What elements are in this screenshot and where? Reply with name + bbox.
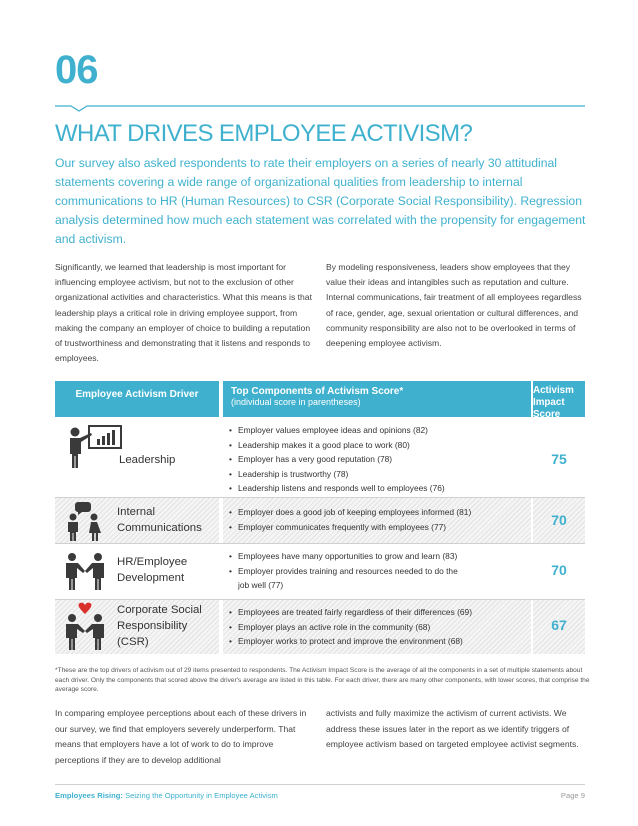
list-item-continuation: job well (77) — [238, 580, 284, 590]
score-cell — [533, 544, 585, 599]
footer-title-rest: Seizing the Opportunity in Employee Activism — [122, 791, 278, 800]
table-footnote: *These are the top drivers of activism out of 29 items presented to respondents. The Activism Impact Score is the average of all the components in a set of multiple statements about each driver. Only the components that scored above the driver's average are listed in this table. For each driver, there are many other components, with lower scores, that comprise the average score. — [55, 667, 590, 694]
table-row — [55, 600, 585, 654]
components-cell — [223, 600, 531, 654]
driver-label-line: Development — [117, 572, 185, 584]
presenter-chart-icon — [63, 425, 125, 469]
header-components-subtitle: (individual score in parentheses) — [231, 397, 361, 407]
driver-label-line: (CSR) — [117, 636, 149, 648]
table-row — [55, 544, 585, 599]
header-impact-line1: Activism — [533, 385, 574, 396]
impact-score: 70 — [551, 562, 567, 578]
list-item: • Employer works to protect and improve the environment (68) — [229, 634, 472, 649]
page-number: Page 9 — [560, 791, 585, 800]
driver-cell — [55, 600, 219, 654]
table-header — [55, 381, 585, 420]
list-item: • Employees have many opportunities to grow and learn (83) — [229, 549, 458, 564]
driver-label-line: Corporate Social — [117, 604, 202, 616]
components-cell — [223, 544, 531, 599]
list-item: • Leadership is trustworthy (78) — [229, 467, 445, 482]
bottom-column-right: activists and fully maximize the activism of current activists. We address these issues later in the report as we identify triggers of employee activism based on targeted employee activist segments. — [326, 708, 579, 750]
header-components — [223, 381, 531, 417]
driver-label-leadership: Leadership — [119, 454, 176, 466]
heart-hands-icon — [63, 602, 107, 650]
driver-label-line: Communications — [117, 522, 202, 534]
driver-cell — [55, 419, 219, 497]
footer-title — [55, 791, 278, 800]
people-holding-hands-icon — [63, 553, 107, 591]
driver-label-csr — [117, 602, 202, 650]
list-item: • Employer provides training and resources needed to do the — [229, 564, 458, 579]
table-row — [55, 498, 585, 543]
impact-score: 67 — [551, 617, 567, 633]
components-cell — [223, 498, 531, 543]
header-impact — [533, 381, 585, 420]
impact-score: 75 — [551, 451, 567, 467]
score-cell — [533, 498, 585, 543]
header-components-title: Top Components of Activism Score* — [231, 386, 404, 397]
components-list — [229, 549, 458, 593]
list-item: • Employer has a very good reputation (78) — [229, 452, 445, 467]
components-cell — [223, 419, 531, 497]
impact-score: 70 — [551, 512, 567, 528]
components-list — [229, 423, 445, 496]
list-item: • Employer values employee ideas and opinions (82) — [229, 423, 445, 438]
page-headline: WHAT DRIVES EMPLOYEE ACTIVISM? — [55, 120, 473, 147]
bottom-column-left: In comparing employee perceptions about each of these drivers in our survey, we find that employers severely underperform. That means that employers have a lot of work to do to improve perceptions if they are to develop additional — [55, 708, 307, 765]
score-cell — [533, 600, 585, 654]
list-item: • Employer plays an active role in the community (68) — [229, 620, 472, 635]
driver-label-hr-employee-development — [117, 554, 187, 586]
body-column-left: Significantly, we learned that leadership is most important for influencing employee activism, but not to the exclusion of other organizational activities and characteristics. What this means is that leadership plays a critical role in driving employee support, from making the company an employer of choice to building a reputation of trustworthiness and demonstrating that it listens and responds to employees. — [55, 262, 312, 364]
people-talking-icon — [65, 501, 105, 541]
driver-cell — [55, 498, 219, 543]
components-list — [229, 605, 472, 649]
components-list — [229, 505, 471, 534]
section-divider — [55, 100, 585, 112]
list-item: • Leadership makes it a good place to work (80) — [229, 438, 445, 453]
list-item: • Employer does a good job of keeping employees informed (81) — [229, 505, 471, 520]
section-number: 06 — [55, 48, 98, 92]
footer-divider — [55, 784, 585, 785]
table-row — [55, 419, 585, 497]
list-item: • Leadership listens and responds well to employees (76) — [229, 481, 445, 496]
driver-label-line: Internal — [117, 506, 155, 518]
driver-label-line: HR/Employee — [117, 556, 188, 568]
footer-title-bold: Employees Rising: — [55, 791, 123, 800]
header-driver: Employee Activism Driver — [55, 381, 219, 417]
header-impact-line2: Impact Score — [533, 397, 565, 420]
list-item: • Employees are treated fairly regardless of their differences (69) — [229, 605, 472, 620]
intro-paragraph: Our survey also asked respondents to rate their employers on a series of nearly 30 attitudinal statements covering a wide range of organizational qualities from leadership to internal communications to HR (Human Resources) to CSR (Corporate Social Responsibility). Regression analysis determined how much each statement was correlated with the propensity for engagement and activism. — [55, 156, 586, 246]
driver-label-line: Responsibility — [117, 620, 188, 632]
driver-cell — [55, 544, 219, 599]
score-cell — [533, 419, 585, 497]
body-column-right: By modeling responsiveness, leaders show employees that they value their ideas and intangibles such as reputation and culture. Internal communications, fair treatment of all employees regardless of race, gender, age, sexual orientation or cultural differences, and community responsibility are also not to be overlooked in terms of deepening employee activism. — [326, 262, 582, 349]
driver-label-internal-communications — [117, 504, 202, 536]
list-item: • Employer communicates frequently with employees (77) — [229, 520, 471, 535]
